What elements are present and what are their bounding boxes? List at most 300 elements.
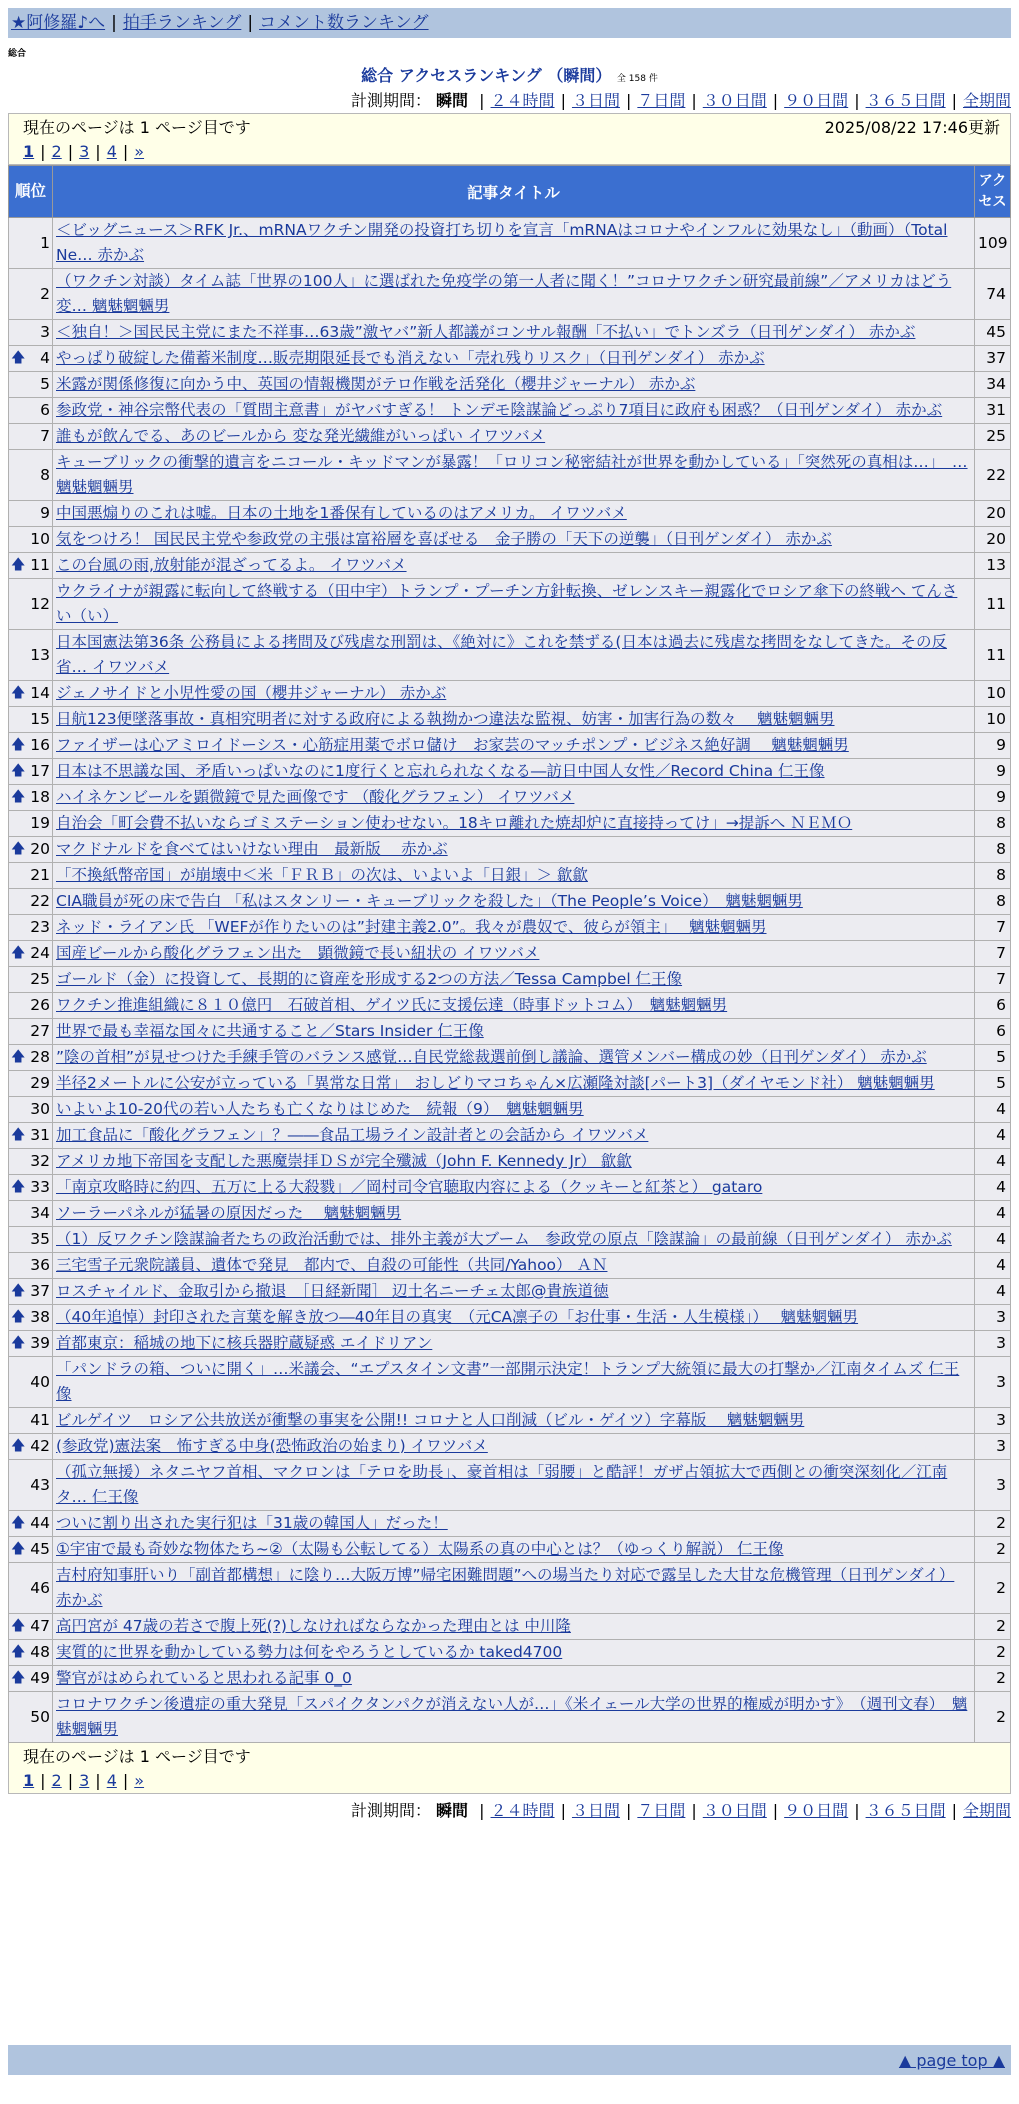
table-row bbox=[9, 1149, 1011, 1175]
rank-cell bbox=[9, 1305, 53, 1331]
title-cell bbox=[53, 1408, 975, 1434]
article-link[interactable]: (参政党)憲法案 怖すぎる中身(恐怖政治の始まり) イワツバメ bbox=[56, 1437, 488, 1455]
page-top-link[interactable]: ▲ page top ▲ bbox=[898, 2051, 1005, 2070]
clap-ranking-link[interactable]: 拍手ランキング bbox=[122, 13, 242, 33]
title-cell bbox=[53, 398, 975, 424]
rank-cell bbox=[9, 320, 53, 346]
access-count: 4 bbox=[975, 1097, 1011, 1123]
rank-number: 12 bbox=[30, 594, 50, 613]
article-link[interactable]: CIA職員が死の床で告白 「私はスタンリー・キューブリックを殺した」（The People’s Voice） 魑魅魍魎男 bbox=[56, 892, 803, 910]
rank-cell bbox=[9, 1408, 53, 1434]
table-row bbox=[9, 707, 1011, 733]
rank-up-arrow-icon: 🡅 bbox=[11, 350, 26, 366]
access-count: 45 bbox=[975, 320, 1011, 346]
rank-up-arrow-icon: 🡅 bbox=[11, 945, 26, 961]
table-row bbox=[9, 1537, 1011, 1563]
table-row bbox=[9, 1511, 1011, 1537]
rank-cell bbox=[9, 1279, 53, 1305]
access-count: 5 bbox=[975, 1045, 1011, 1071]
article-link[interactable]: 「南京攻略時に約四、五万に上る大殺戮」／岡村司令官聴取内容による（クッキーと紅茶と） gataro bbox=[56, 1178, 763, 1196]
access-count: 20 bbox=[975, 501, 1011, 527]
rank-cell bbox=[9, 218, 53, 269]
rank-cell bbox=[9, 1692, 53, 1743]
access-count: 3 bbox=[975, 1434, 1011, 1460]
rank-up-arrow-icon: 🡅 bbox=[11, 1644, 26, 1660]
title-cell bbox=[53, 320, 975, 346]
article-link[interactable]: （ワクチン対談）タイム誌「世界の100人」に選ばれた免疫学の第一人者に聞く！”コロナワクチン研究最前線”／アメリカはどう変… 魑魅魍魎男 bbox=[56, 272, 952, 315]
article-link[interactable]: ビルゲイツ ロシア公共放送が衝撃の事実を公開!! コロナと人口削減（ビル・ゲイツ）字幕版 魑魅魍魎男 bbox=[56, 1411, 805, 1429]
access-count: 5 bbox=[975, 1071, 1011, 1097]
rank-cell bbox=[9, 733, 53, 759]
table-row bbox=[9, 1563, 1011, 1614]
title-cell bbox=[53, 993, 975, 1019]
article-link[interactable]: ①宇宙で最も奇妙な物体たち~②（太陽も公転してる）太陽系の真の中心とは？（ゆっくり解説） 仁王像 bbox=[56, 1540, 784, 1558]
access-count: 3 bbox=[975, 1331, 1011, 1357]
access-count: 20 bbox=[975, 527, 1011, 553]
rank-cell bbox=[9, 450, 53, 501]
rank-number: 47 bbox=[30, 1617, 50, 1635]
rank-cell bbox=[9, 346, 53, 372]
table-row bbox=[9, 1640, 1011, 1666]
title-cell bbox=[53, 1175, 975, 1201]
pager-next[interactable]: » bbox=[134, 142, 145, 161]
article-link[interactable]: 吉村府知事肝いり「副首都構想」に陰り…大阪万博”帰宅困難問題”への場当たり対応で露呈した大甘な危機管理（日刊ゲンダイ） 赤かぶ bbox=[56, 1566, 955, 1609]
period-link[interactable]: 全期間 bbox=[962, 91, 1011, 110]
article-link[interactable]: 日航123便墜落事故・真相究明者に対する政府による執拗かつ違法な監視、妨害・加害行為の数々 魑魅魍魎男 bbox=[56, 710, 835, 728]
ranking-table bbox=[8, 165, 1011, 1743]
access-count: 2 bbox=[975, 1692, 1011, 1743]
pager-current[interactable]: 1 bbox=[23, 142, 35, 161]
title-cell bbox=[53, 1357, 975, 1408]
rank-cell bbox=[9, 501, 53, 527]
rank-number: 2 bbox=[40, 284, 50, 303]
rank-number: 25 bbox=[30, 970, 50, 988]
access-count: 7 bbox=[975, 915, 1011, 941]
period-selector-top: 計測期間： 瞬間 | ２４時間 | ３日間 | ７日間 | ３０日間 | ９０日間 | ３６５日間 | 全期間 bbox=[350, 91, 1011, 110]
rank-cell bbox=[9, 1563, 53, 1614]
pager-top: 1 | 2 | 3 | 4 | » bbox=[23, 142, 145, 161]
pager-link[interactable]: 4 bbox=[106, 142, 117, 161]
rank-number: 9 bbox=[40, 504, 50, 522]
table-row bbox=[9, 889, 1011, 915]
rank-cell bbox=[9, 889, 53, 915]
table-row bbox=[9, 941, 1011, 967]
title-cell bbox=[53, 424, 975, 450]
title-cell bbox=[53, 1253, 975, 1279]
title-cell bbox=[53, 967, 975, 993]
article-link[interactable]: 加工食品に「酸化グラフェン」？――食品工場ライン設計者との会話から イワツバメ bbox=[56, 1126, 649, 1144]
title-cell bbox=[53, 759, 975, 785]
access-count: 6 bbox=[975, 1019, 1011, 1045]
table-row bbox=[9, 1614, 1011, 1640]
article-link[interactable]: 実質的に世界を動かしている勢力は何をやろうとしているか taked4700 bbox=[56, 1643, 563, 1661]
pager-link[interactable]: 3 bbox=[79, 1771, 90, 1790]
article-link[interactable]: （40年追悼）封印された言葉を解き放つ―40年目の真実 （元CA凛子の「お仕事・生活・人生模様」） 魑魅魍魎男 bbox=[56, 1308, 859, 1326]
top-nav-bar: ★阿修羅♪へ | 拍手ランキング | コメント数ランキング bbox=[8, 8, 1011, 38]
table-row bbox=[9, 915, 1011, 941]
period-selector-bottom: 計測期間： 瞬間 | ２４時間 | ３日間 | ７日間 | ３０日間 | ９０日間 | ３６５日間 | 全期間 bbox=[350, 1801, 1011, 1820]
rank-cell bbox=[9, 1357, 53, 1408]
table-row bbox=[9, 993, 1011, 1019]
table-row bbox=[9, 681, 1011, 707]
article-link[interactable]: ハイネケンビールを顕微鏡で見た画像です （酸化グラフェン） イワツバメ bbox=[56, 788, 575, 806]
title-cell bbox=[53, 1201, 975, 1227]
title-cell bbox=[53, 1511, 975, 1537]
title-cell bbox=[53, 1331, 975, 1357]
article-link[interactable]: この台風の雨,放射能が混ざってるよ。 イワツバメ bbox=[56, 556, 407, 574]
rank-number: 35 bbox=[30, 1230, 50, 1248]
page-info-bottom bbox=[8, 1743, 1011, 1794]
rank-number: 19 bbox=[30, 814, 50, 832]
title-cell bbox=[53, 915, 975, 941]
rank-number: 16 bbox=[30, 736, 50, 754]
pager-link[interactable]: 4 bbox=[106, 1771, 117, 1790]
table-row bbox=[9, 1279, 1011, 1305]
article-link[interactable]: ゴールド（金）に投資して、長期的に資産を形成する2つの方法／Tessa Campbel 仁王像 bbox=[56, 970, 683, 988]
title-cell bbox=[53, 681, 975, 707]
table-row bbox=[9, 553, 1011, 579]
rank-cell bbox=[9, 1331, 53, 1357]
rank-cell bbox=[9, 527, 53, 553]
rank-cell bbox=[9, 811, 53, 837]
article-link[interactable]: 日本国憲法第36条 公務員による拷問及び残虐な刑罰は、《絶対に》これを禁ずる(日本は過去に残虐な拷問をなしてきた。その反省… イワツバメ bbox=[56, 633, 947, 676]
pager-link[interactable]: 2 bbox=[51, 142, 62, 161]
table-row bbox=[9, 1692, 1011, 1743]
title-cell bbox=[53, 837, 975, 863]
pager-link[interactable]: 3 bbox=[79, 142, 90, 161]
rank-number: 28 bbox=[30, 1048, 50, 1066]
rank-up-arrow-icon: 🡅 bbox=[11, 1127, 26, 1143]
article-link[interactable]: 「不換紙幣帝国」が崩壊中＜米「ＦＲＢ」の次は、いよいよ「日銀」＞ 歙歙 bbox=[56, 866, 588, 884]
access-count: 9 bbox=[975, 733, 1011, 759]
rank-cell bbox=[9, 1511, 53, 1537]
article-link[interactable]: 米露が関係修復に向かう中、英国の情報機関がテロ作戦を活発化（櫻井ジャーナル） 赤かぶ bbox=[56, 375, 696, 393]
table-row bbox=[9, 1201, 1011, 1227]
page-status: 現在のページは 1 ページ目です bbox=[23, 118, 251, 137]
table-row bbox=[9, 1331, 1011, 1357]
article-link[interactable]: 気をつけろ！ 国民民主党や参政党の主張は富裕層を喜ばせる 金子勝の「天下の逆襲」（日刊ゲンダイ） 赤かぶ bbox=[56, 530, 832, 548]
table-row bbox=[9, 785, 1011, 811]
title-cell bbox=[53, 1460, 975, 1511]
access-count: 4 bbox=[975, 1175, 1011, 1201]
title-cell bbox=[53, 1305, 975, 1331]
article-link[interactable]: 警官がはめられていると思われる記事 0_0 bbox=[56, 1669, 352, 1687]
access-count: 4 bbox=[975, 1123, 1011, 1149]
header-rank: 順位 bbox=[9, 166, 53, 218]
rank-number: 37 bbox=[30, 1282, 50, 1300]
article-link[interactable]: いよいよ10-20代の若い人たちも亡くなりはじめた 続報（9） 魑魅魍魎男 bbox=[56, 1100, 584, 1118]
title-cell bbox=[53, 1045, 975, 1071]
rank-cell bbox=[9, 372, 53, 398]
rank-number: 43 bbox=[30, 1475, 50, 1494]
article-link[interactable]: ロスチャイルド、金取引から撤退 ［日経新聞］ 辺土名ニーチェ太郎@貴族道徳 bbox=[56, 1282, 609, 1300]
access-count: 4 bbox=[975, 1253, 1011, 1279]
rank-cell bbox=[9, 579, 53, 630]
access-count: 9 bbox=[975, 785, 1011, 811]
item-count: 全 158 件 bbox=[616, 74, 658, 84]
rank-number: 33 bbox=[30, 1178, 50, 1196]
period-link[interactable]: ３０日間 bbox=[702, 1801, 767, 1820]
table-row bbox=[9, 1123, 1011, 1149]
rank-up-arrow-icon: 🡅 bbox=[11, 1179, 26, 1195]
table-row bbox=[9, 1097, 1011, 1123]
article-link[interactable]: コロナワクチン後遺症の重大発見「スパイクタンパクが消えない人が…」《米イェール大学の世界的権威が明かす》 （週刊文春） 魑魅魍魎男 bbox=[56, 1695, 968, 1738]
access-count: 2 bbox=[975, 1640, 1011, 1666]
table-row bbox=[9, 863, 1011, 889]
title-cell bbox=[53, 811, 975, 837]
home-link[interactable]: ★阿修羅♪へ bbox=[11, 13, 106, 33]
article-link[interactable]: ジェノサイドと小児性愛の国（櫻井ジャーナル） 赤かぶ bbox=[56, 684, 447, 702]
title-cell bbox=[53, 1227, 975, 1253]
access-count: 4 bbox=[975, 1227, 1011, 1253]
article-link[interactable]: 高円宮が 47歳の若さで腹上死(?)しなければならなかった理由とは 中川隆 bbox=[56, 1617, 571, 1635]
rank-number: 21 bbox=[30, 866, 50, 884]
article-link[interactable]: ネッド・ライアン氏 「WEFが作りたいのは”封建主義2.0”。我々が農奴で、彼らが領主」 魑魅魍魎男 bbox=[56, 918, 767, 936]
access-count: 13 bbox=[975, 553, 1011, 579]
rank-cell bbox=[9, 837, 53, 863]
title-cell bbox=[53, 1692, 975, 1743]
title-cell bbox=[53, 1019, 975, 1045]
title-cell bbox=[53, 733, 975, 759]
article-link[interactable]: 国産ビールから酸化グラフェン出た 顕微鏡で長い紐状の イワツバメ bbox=[56, 944, 540, 962]
access-count: 2 bbox=[975, 1511, 1011, 1537]
article-link[interactable]: 首都東京：稲城の地下に核兵器貯蔵疑惑 エイドリアン bbox=[56, 1334, 433, 1352]
period-link[interactable]: ３０日間 bbox=[702, 91, 767, 110]
period-link[interactable]: ９０日間 bbox=[784, 1801, 849, 1820]
access-count: 10 bbox=[975, 681, 1011, 707]
rank-up-arrow-icon: 🡅 bbox=[11, 737, 26, 753]
title-cell bbox=[53, 553, 975, 579]
table-row bbox=[9, 1460, 1011, 1511]
access-count: 31 bbox=[975, 398, 1011, 424]
article-link[interactable]: ソーラーパネルが猛暑の原因だった 魑魅魍魎男 bbox=[56, 1204, 402, 1222]
title-cell bbox=[53, 1537, 975, 1563]
access-count: 4 bbox=[975, 1149, 1011, 1175]
access-count: 3 bbox=[975, 1460, 1011, 1511]
rank-up-arrow-icon: 🡅 bbox=[11, 1438, 26, 1454]
rank-cell bbox=[9, 1071, 53, 1097]
article-link[interactable]: ＜ビッグニュース＞RFK Jr.、mRNAワクチン開発の投資打ち切りを宣言「mRNAはコロナやインフルに効果なし」（動画）（Total Ne… 赤かぶ bbox=[56, 221, 948, 264]
title-cell bbox=[53, 785, 975, 811]
rank-cell bbox=[9, 1201, 53, 1227]
access-count: 74 bbox=[975, 269, 1011, 320]
title-cell bbox=[53, 269, 975, 320]
rank-up-arrow-icon: 🡅 bbox=[11, 557, 26, 573]
period-link[interactable]: 全期間 bbox=[962, 1801, 1011, 1820]
access-count: 7 bbox=[975, 941, 1011, 967]
access-count: 3 bbox=[975, 1357, 1011, 1408]
rank-up-arrow-icon: 🡅 bbox=[11, 841, 26, 857]
rank-cell bbox=[9, 759, 53, 785]
rank-number: 8 bbox=[40, 465, 50, 484]
rank-up-arrow-icon: 🡅 bbox=[11, 1309, 26, 1325]
article-link[interactable]: ついに割り出された実行犯は「31歳の韓国人」だった！ bbox=[56, 1514, 448, 1532]
table-row bbox=[9, 398, 1011, 424]
rank-number: 24 bbox=[30, 944, 50, 962]
rank-cell bbox=[9, 993, 53, 1019]
title-cell bbox=[53, 941, 975, 967]
rank-up-arrow-icon: 🡅 bbox=[11, 1618, 26, 1634]
title-cell bbox=[53, 1563, 975, 1614]
rank-cell bbox=[9, 1434, 53, 1460]
rank-cell bbox=[9, 1097, 53, 1123]
rank-cell bbox=[9, 863, 53, 889]
article-link[interactable]: 参政党・神谷宗幣代表の「質問主意書」がヤバすぎる！ トンデモ陰謀論どっぷり7項目に政府も困惑？（日刊ゲンダイ） 赤かぶ bbox=[56, 401, 943, 419]
rank-number: 23 bbox=[30, 918, 50, 936]
page-info-top bbox=[8, 113, 1011, 165]
table-row bbox=[9, 1253, 1011, 1279]
article-link[interactable]: ウクライナが親露に転向して終戦する（田中宇）トランプ・プーチン方針転換、ゼレンスキー親露化でロシア傘下の終戦へ てんさい（い） bbox=[56, 582, 958, 625]
title-cell bbox=[53, 579, 975, 630]
rank-cell bbox=[9, 1537, 53, 1563]
article-link[interactable]: やっぱり破綻した備蓄米制度…販売期限延長でも消えない「売れ残りリスク」（日刊ゲンダイ） 赤かぶ bbox=[56, 349, 765, 367]
table-row bbox=[9, 811, 1011, 837]
article-link[interactable]: 誰もが飲んでる、あのビールから 変な発光繊維がいっぱい イワツバメ bbox=[56, 427, 546, 445]
article-link[interactable]: 自治会「町会費不払いならゴミステーション使わせない。18キロ離れた焼却炉に直接持ってけ」→提訴へ ＮＥＭＯ bbox=[56, 814, 853, 832]
period-link[interactable]: ３日間 bbox=[571, 1801, 620, 1820]
article-link[interactable]: ＜独自！＞国民民主党にまた不祥事…63歳”激ヤバ”新人都議がコンサル報酬「不払い」でトンズラ（日刊ゲンダイ） 赤かぶ bbox=[56, 323, 916, 341]
article-link[interactable]: キューブリックの衝撃的遺言をニコール・キッドマンが暴露！「ロリコン秘密結社が世界を動かしている」「突然死の真相は…」 … 魑魅魍魎男 bbox=[56, 453, 968, 496]
rank-cell bbox=[9, 1045, 53, 1071]
rank-number: 5 bbox=[40, 375, 50, 393]
period-link[interactable]: ２４時間 bbox=[490, 1801, 555, 1820]
period-link[interactable]: ７日間 bbox=[637, 91, 686, 110]
access-count: 2 bbox=[975, 1614, 1011, 1640]
title-cell bbox=[53, 218, 975, 269]
title-cell bbox=[53, 1614, 975, 1640]
rank-number: 29 bbox=[30, 1074, 50, 1092]
access-count: 8 bbox=[975, 811, 1011, 837]
article-link[interactable]: 三宅雪子元衆院議員、遺体で発見 都内で、自殺の可能性（共同/Yahoo） ＡＮ bbox=[56, 1256, 608, 1274]
rank-number: 42 bbox=[30, 1437, 50, 1455]
updated-time: 2025/08/22 17:46更新 bbox=[824, 118, 1000, 137]
access-count: 25 bbox=[975, 424, 1011, 450]
header-title: 記事タイトル bbox=[53, 166, 975, 218]
section-label: 総合 bbox=[8, 49, 27, 59]
period-link[interactable]: ７日間 bbox=[637, 1801, 686, 1820]
rank-number: 46 bbox=[30, 1578, 50, 1597]
title-cell bbox=[53, 1149, 975, 1175]
table-row bbox=[9, 630, 1011, 681]
rank-number: 10 bbox=[30, 530, 50, 548]
article-link[interactable]: 「パンドラの箱、ついに開く」…米議会、“エプスタイン文書”一部開示決定！トランプ大統領に最大の打撃か／江南タイムズ 仁王像 bbox=[56, 1360, 960, 1403]
article-link[interactable]: 世界で最も幸福な国々に共通すること／Stars Insider 仁王像 bbox=[56, 1022, 484, 1040]
article-link[interactable]: ワクチン推進組織に８１０億円 石破首相、ゲイツ氏に支援伝達（時事ドットコム） 魑魅魍魎男 bbox=[56, 996, 728, 1014]
article-link[interactable]: （1）反ワクチン陰謀論者たちの政治活動では、排外主義が大ブーム 参政党の原点「陰謀論」の最前線（日刊ゲンダイ） 赤かぶ bbox=[56, 1230, 952, 1248]
rank-number: 31 bbox=[30, 1126, 50, 1144]
title-cell bbox=[53, 1640, 975, 1666]
table-row bbox=[9, 759, 1011, 785]
rank-cell bbox=[9, 967, 53, 993]
period-link[interactable]: ２４時間 bbox=[490, 91, 555, 110]
rank-number: 34 bbox=[30, 1204, 50, 1222]
title-cell bbox=[53, 1666, 975, 1692]
rank-number: 15 bbox=[30, 710, 50, 728]
title-cell bbox=[53, 889, 975, 915]
period-link[interactable]: ９０日間 bbox=[784, 91, 849, 110]
pager-next[interactable]: » bbox=[134, 1771, 145, 1790]
table-row bbox=[9, 1045, 1011, 1071]
article-link[interactable]: ファイザーは心アミロイドーシス・心筋症用薬でボロ儲け お家芸のマッチポンプ・ビジネス絶好調 魑魅魍魎男 bbox=[56, 736, 849, 754]
table-row bbox=[9, 372, 1011, 398]
title-cell bbox=[53, 1279, 975, 1305]
rank-up-arrow-icon: 🡅 bbox=[11, 685, 26, 701]
table-row bbox=[9, 1071, 1011, 1097]
pager-bottom: 1 | 2 | 3 | 4 | » bbox=[23, 1771, 145, 1790]
rank-up-arrow-icon: 🡅 bbox=[11, 1670, 26, 1686]
rank-up-arrow-icon: 🡅 bbox=[11, 1283, 26, 1299]
rank-number: 17 bbox=[30, 762, 50, 780]
rank-number: 6 bbox=[40, 401, 50, 419]
rank-number: 1 bbox=[40, 233, 50, 252]
rank-number: 3 bbox=[40, 323, 50, 341]
rank-cell bbox=[9, 1019, 53, 1045]
access-count: 11 bbox=[975, 579, 1011, 630]
rank-cell bbox=[9, 1227, 53, 1253]
article-link[interactable]: ”陰の首相”が見せつけた手練手管のバランス感覚…自民党総裁選前倒し議論、選管メンバー構成の妙（日刊ゲンダイ） 赤かぶ bbox=[56, 1048, 927, 1066]
access-count: 11 bbox=[975, 630, 1011, 681]
page-title: 総合 アクセスランキング （瞬間） 全 158 件 bbox=[361, 66, 658, 85]
rank-number: 39 bbox=[30, 1334, 50, 1352]
rank-number: 7 bbox=[40, 427, 50, 445]
table-row bbox=[9, 733, 1011, 759]
article-link[interactable]: アメリカ地下帝国を支配した悪魔崇拝ＤＳが完全殲滅（John F. Kennedy Jr） 歙歙 bbox=[56, 1152, 632, 1170]
period-link[interactable]: ３日間 bbox=[571, 91, 620, 110]
rank-cell bbox=[9, 424, 53, 450]
rank-number: 20 bbox=[30, 840, 50, 858]
title-cell bbox=[53, 450, 975, 501]
rank-number: 27 bbox=[30, 1022, 50, 1040]
article-link[interactable]: マクドナルドを食べてはいけない理由 最新版 赤かぶ bbox=[56, 840, 448, 858]
rank-number: 44 bbox=[30, 1514, 50, 1532]
article-link[interactable]: 中国悪煽りのこれは嘘。日本の土地を1番保有しているのはアメリカ。 イワツバメ bbox=[56, 504, 627, 522]
title-cell bbox=[53, 1071, 975, 1097]
rank-cell bbox=[9, 1640, 53, 1666]
table-row bbox=[9, 1357, 1011, 1408]
period-link[interactable]: ３６５日間 bbox=[865, 91, 946, 110]
rank-number: 4 bbox=[40, 349, 50, 367]
comment-ranking-link[interactable]: コメント数ランキング bbox=[259, 13, 429, 33]
article-link[interactable]: 日本は不思議な国、矛盾いっぱいなのに1度行くと忘れられなくなる―訪日中国人女性／Record China 仁王像 bbox=[56, 762, 825, 780]
access-count: 2 bbox=[975, 1537, 1011, 1563]
access-count: 7 bbox=[975, 967, 1011, 993]
table-row bbox=[9, 1434, 1011, 1460]
period-link[interactable]: ３６５日間 bbox=[865, 1801, 946, 1820]
access-count: 9 bbox=[975, 759, 1011, 785]
article-link[interactable]: 半径2メートルに公安が立っている「異常な日常」 おしどりマコちゃん×広瀬隆対談[パート3]（ダイヤモンド社） 魑魅魍魎男 bbox=[56, 1074, 935, 1092]
access-count: 8 bbox=[975, 863, 1011, 889]
pager-link[interactable]: 2 bbox=[51, 1771, 62, 1790]
rank-cell bbox=[9, 1253, 53, 1279]
access-count: 8 bbox=[975, 889, 1011, 915]
article-link[interactable]: （孤立無援）ネタニヤフ首相、マクロンは「テロを助長」、豪首相は「弱腰」と酷評！ガザ占領拡大で西側との衝突深刻化／江南タ… 仁王像 bbox=[56, 1463, 948, 1506]
access-count: 10 bbox=[975, 707, 1011, 733]
table-row bbox=[9, 837, 1011, 863]
rank-number: 32 bbox=[30, 1152, 50, 1170]
rank-cell bbox=[9, 1175, 53, 1201]
rank-number: 36 bbox=[30, 1256, 50, 1274]
table-row bbox=[9, 346, 1011, 372]
rank-cell bbox=[9, 707, 53, 733]
rank-number: 14 bbox=[30, 684, 50, 702]
rank-number: 18 bbox=[30, 788, 50, 806]
title-cell bbox=[53, 863, 975, 889]
rank-cell bbox=[9, 941, 53, 967]
table-row bbox=[9, 1408, 1011, 1434]
rank-cell bbox=[9, 1666, 53, 1692]
access-count: 37 bbox=[975, 346, 1011, 372]
pager-current[interactable]: 1 bbox=[23, 1771, 35, 1790]
